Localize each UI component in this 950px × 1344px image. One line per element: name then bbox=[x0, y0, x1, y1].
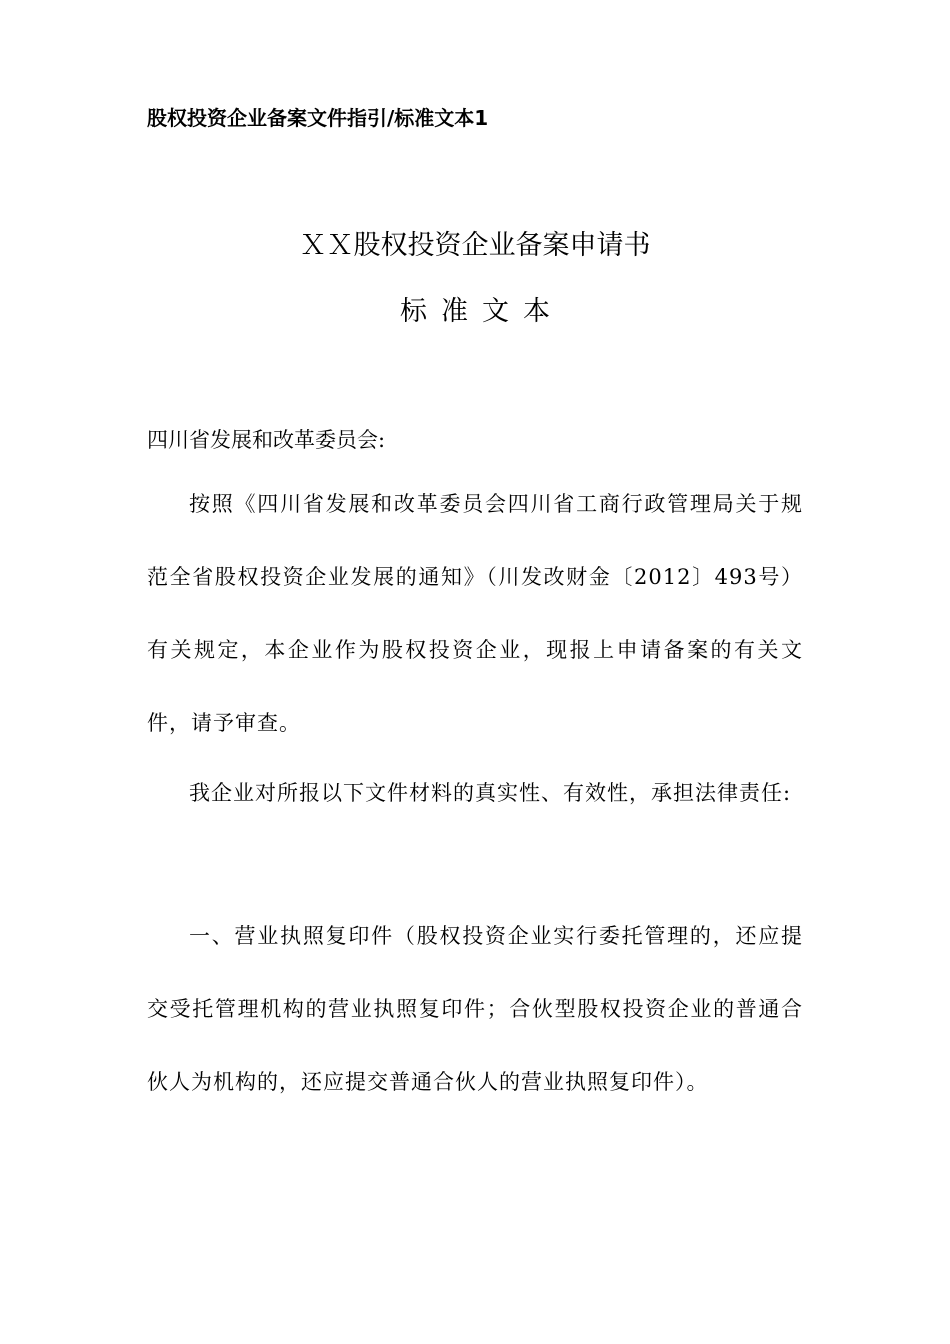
paragraph-responsibility: 我企业对所报以下文件材料的真实性、有效性，承担法律责任: bbox=[189, 781, 792, 805]
salutation: 四川省发展和改革委员会: bbox=[147, 428, 386, 452]
document-subtitle: 标准文本 bbox=[400, 296, 564, 327]
paragraph-filing-basis: 按照《四川省发展和改革委员会四川省工商行政管理局关于规范全省股权投资企业发展的通知》（川发改财金〔2012〕493号）有关规定，本企业作为股权投资企业，现报上申请备案的有关文件，请予审查。 bbox=[147, 492, 803, 735]
paragraph-item-1: 一、营业执照复印件（股权投资企业实行委托管理的，还应提交受托管理机构的营业执照复印件；合伙型股权投资企业的普通合伙人为机构的，还应提交普通合伙人的营业执照复印件）。 bbox=[147, 924, 803, 1094]
document-header: 股权投资企业备案文件指引/标准文本1 bbox=[147, 106, 489, 130]
document-title: ＸＸ股权投资企业备案申请书 bbox=[299, 230, 651, 261]
